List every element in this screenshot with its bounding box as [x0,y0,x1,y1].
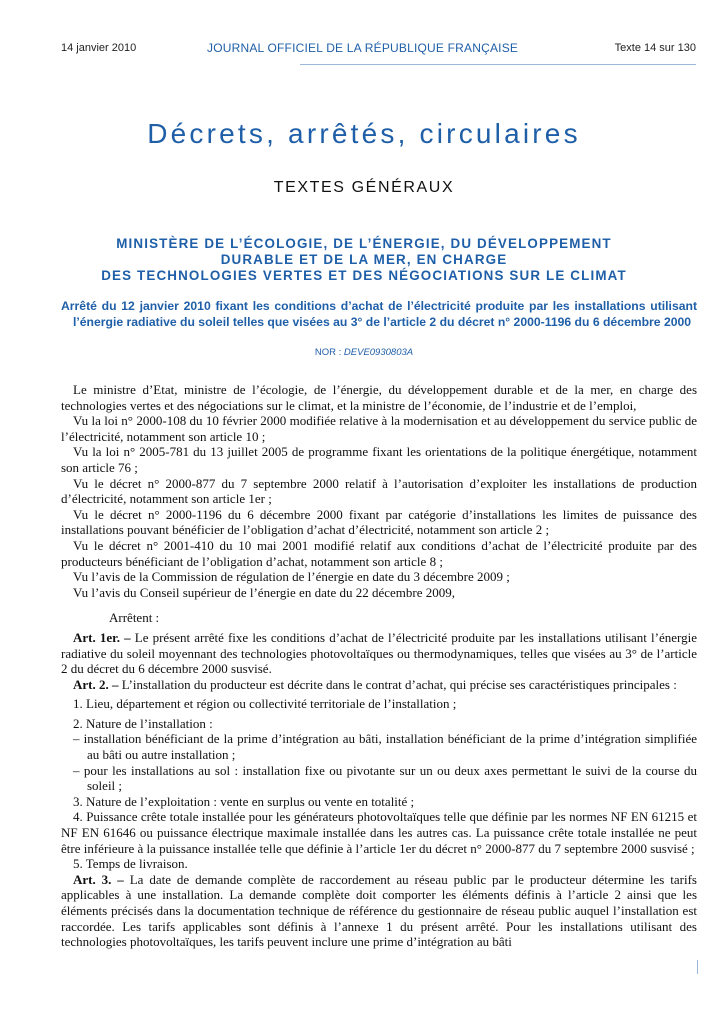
list-item: 3. Nature de l’exploitation : vente en surplus ou vente en totalité ; [73,793,415,809]
article-1-label: Art. 1er. – [73,629,131,645]
list-item: 5. Temps de livraison. [73,856,188,872]
article-3-text: La date de demande complète de raccordement au réseau public par le producteur détermine les tarifs applicables à une installation. La demande complète doit comporter les éléments définis à l’article 2 ainsi que les éléments précisés dans la documentation technique de référence du gestionnaire de réseau public auquel l’installation est raccordée. Les tarifs applicables sont définis à l’annexe 1 du présent arrêté. Pour les installations utilisant des technologies photovoltaïques, les tarifs peuvent inclure une prime d’intégration au bâti [61,871,697,950]
header-date: 14 janvier 2010 [61,42,137,54]
list-item: 4. Puissance crête totale installée pour les générateurs photovoltaïques telle que définie par les normes NF EN 61215 et NF EN 61646 ou puissance électrique maximale installée dans les autres cas. La puissance crête totale installée ne peut être inférieure à la puissance installée telle que définie à l’article 1er du décret n° 2000-877 du 7 septembre 2000 susvisé ; [61,809,697,856]
visa-paragraph: Vu le décret n° 2000-877 du 7 septembre 2000 relatif à l’autorisation d’exploiter les installations de production d’électricité, notamment son article 1er ; [61,475,697,507]
header-divider [300,64,696,65]
article-2 [61,677,697,693]
arrete-title: Arrêté du 12 janvier 2010 fixant les conditions d’achat de l’électricité produite par les installations utilisant l’énergie radiative du soleil telles que visées au 3° de l’article 2 du décret n° 2000-1196 du 6 décembre 2000 [61,299,697,329]
visa-paragraph: Vu le décret n° 2000-1196 du 6 décembre 2000 fixant par catégorie d’installations les limites de puissance des installations pouvant bénéficier de l’obligation d’achat d’électricité, notamment son article 2 ; [61,506,697,538]
ministry-line: DURABLE ET DE LA MER, EN CHARGE [220,252,508,267]
ministry-line: DES TECHNOLOGIES VERTES ET DES NÉGOCIATIONS SUR LE CLIMAT [101,268,627,283]
ministry-heading [50,236,678,284]
visa-paragraph: Vu le décret n° 2001-410 du 10 mai 2001 modifié relatif aux conditions d’achat de l’électricité produite par des producteurs bénéficiant de l’obligation d’achat, notamment son article 8 ; [61,537,697,569]
article-2-text: L’installation du producteur est décrite dans le contrat d’achat, qui précise ses caractéristiques principales : [121,676,677,692]
nor-reference [0,347,728,358]
visa-paragraph: Vu l’avis de la Commission de régulation de l’énergie en date du 3 décembre 2009 ; [73,569,510,585]
page-header [61,40,696,58]
dash-item: – pour les installations au sol : installation fixe ou pivotante sur un ou deux axes permettant le suivi de la course du soleil ; [73,762,697,794]
visa-paragraph: Vu la loi n° 2005-781 du 13 juillet 2005 de programme fixant les orientations de la politique énergétique, notamment son article 76 ; [61,444,697,475]
list-item: 1. Lieu, département et région ou collectivité territoriale de l’installation ; [73,696,457,712]
preamble-paragraph: Le ministre d’Etat, ministre de l’écologie, de l’énergie, du développement durable et de la mer, en charge des technologies vertes et des négociations sur le climat, et la ministre de l’économie, de l’industrie et de l’emploi, [61,382,697,413]
nor-label: NOR : [314,347,342,358]
nor-code: DEVE0930803A [343,347,414,358]
visa-paragraph: Vu l’avis du Conseil supérieur de l’énergie en date du 22 décembre 2009, [73,584,456,600]
document-body [61,382,697,950]
article-3-label: Art. 3. – [73,871,124,887]
dash-item: – installation bénéficiant de la prime d’intégration au bâti, installation bénéficiant de la prime d’intégration simplifiée au bâti ou autre installation ; [73,731,697,763]
article-1 [61,630,697,677]
article-3 [61,872,697,950]
visa-paragraph: Vu la loi n° 2000-108 du 10 février 2000 modifiée relative à la modernisation et au développement du service public de l’électricité, notamment son article 10 ; [61,413,697,444]
article-2-label: Art. 2. – [73,676,119,692]
list-item: 2. Nature de l’installation : [73,715,213,731]
right-margin-rule [697,960,698,974]
header-page-number: Texte 14 sur 130 [614,42,696,54]
arretent-line: Arrêtent : [109,610,160,626]
section-title: Décrets, arrêtés, circulaires [147,118,581,149]
article-1-text: Le présent arrêté fixe les conditions d’achat de l’électricité produite par les installations utilisant l’énergie radiative du soleil moyennant des technologies photovoltaïques ou thermodynamiques, telles que visées au 3° de l’article 2 du décret du 6 décembre 2000 susvisé. [61,629,698,677]
header-journal-title: JOURNAL OFFICIEL DE LA RÉPUBLIQUE FRANÇAISE [207,41,519,55]
ministry-line: MINISTÈRE DE L’ÉCOLOGIE, DE L’ÉNERGIE, DU DÉVELOPPEMENT [116,236,612,251]
subsection-title: TEXTES GÉNÉRAUX [273,179,455,196]
